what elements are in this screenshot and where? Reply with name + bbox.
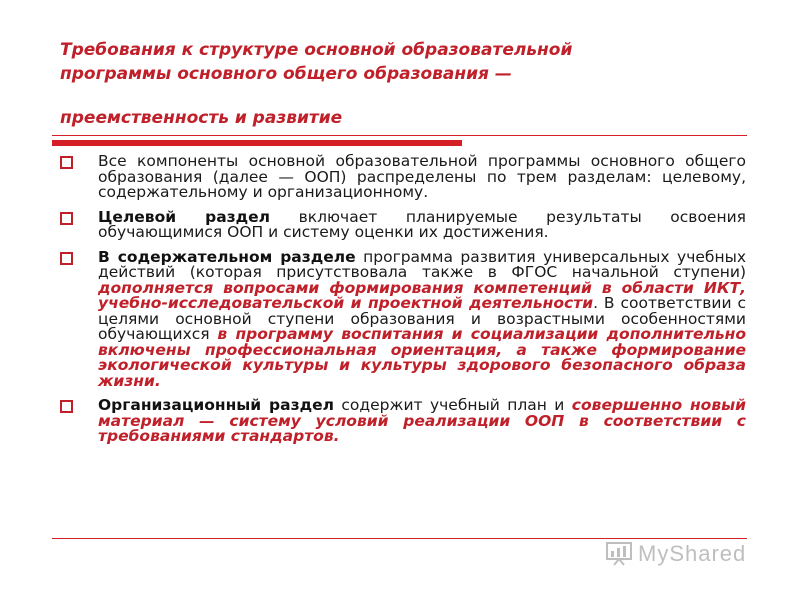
footer-rule bbox=[52, 538, 747, 539]
watermark-text: MyShared bbox=[638, 541, 747, 566]
square-bullet-icon bbox=[60, 252, 73, 265]
item-highlight-2: в программу воспитания и социализации дополнительно включены профессиональная ориентация, а также формирование экологической культуры и культуры здорового безопасного образа жизни. bbox=[98, 325, 746, 390]
item-text: включает планируемые результаты освоения обучающимися ООП и систему оценки их достижения. bbox=[98, 207, 746, 241]
title-underline-thin bbox=[52, 135, 747, 136]
slide-body bbox=[58, 154, 746, 454]
square-bullet-icon bbox=[60, 156, 73, 169]
item-text: программа развития универсальных учебных действий (которая присутствовала также в ФГОС начальной ступени) bbox=[98, 247, 746, 281]
list-item-content-section bbox=[58, 247, 746, 390]
item-text-2: . В соответствии с целями основной ступени образования и возрастными особенностями обучающихся bbox=[98, 294, 746, 343]
list-item-components bbox=[58, 154, 746, 201]
square-bullet-icon bbox=[60, 400, 73, 413]
list-item-organizational-section bbox=[58, 398, 746, 445]
presentation-board-icon bbox=[606, 542, 632, 566]
list-item-target-section bbox=[58, 207, 746, 241]
item-text: Все компоненты основной образовательной программы основного общего образования (далее — ООП) распределены по трем разделам: целевому, содержательному и организационному. bbox=[98, 152, 746, 201]
title-line-3: преемственность и развитие bbox=[60, 108, 343, 128]
item-highlight: совершенно новый материал — систему условий реализации ООП в соответствии с требованиями стандартов. bbox=[98, 396, 747, 445]
item-highlight: дополняется вопросами формирования компетенций в области ИКТ, учебно-исследовательской и проектной деятельности bbox=[98, 278, 746, 312]
item-heading: Целевой раздел bbox=[98, 207, 271, 226]
watermark-logo bbox=[606, 540, 776, 568]
title-underline-thick bbox=[52, 140, 462, 146]
title-line-1: Требования к структуре основной образовательной bbox=[60, 40, 573, 60]
square-bullet-icon bbox=[60, 212, 73, 225]
title-line-2: программы основного общего образования — bbox=[60, 64, 512, 84]
slide-title bbox=[60, 38, 740, 130]
item-heading: В содержательном разделе bbox=[98, 247, 356, 266]
item-heading: Организационный раздел bbox=[98, 396, 334, 414]
item-text: содержит учебный план и bbox=[333, 396, 572, 414]
